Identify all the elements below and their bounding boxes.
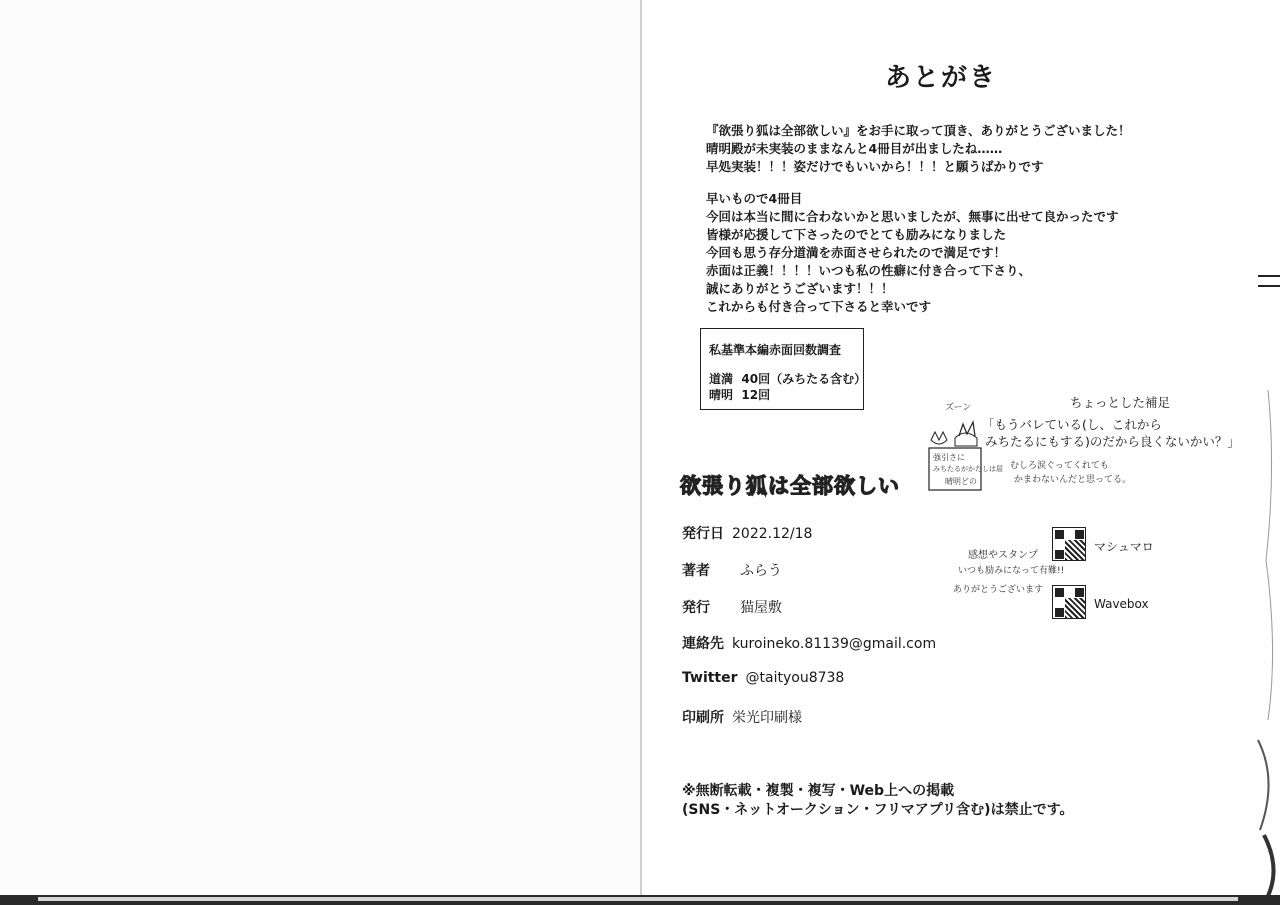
afterword-p1-line2: 晴明殿が未実装のままなんと4冊目が出ましたね……	[706, 141, 1003, 156]
blush-count-survey-box	[700, 328, 867, 410]
colophon-label: 連絡先	[682, 636, 724, 652]
doodle-box-line1: 強引さに	[933, 453, 965, 462]
doodle-box-line3: 晴明どの	[945, 477, 977, 486]
afterword-p2-line7: これからも付き合って下さると幸いです	[706, 299, 932, 314]
colophon-label: 発行	[682, 600, 710, 616]
afterword-title: あとがき	[885, 63, 998, 93]
wavebox-label: Wavebox	[1094, 597, 1149, 611]
colophon-value: 栄光印刷様	[732, 710, 802, 726]
survey-row-value: 12回	[741, 388, 771, 402]
colophon-value: kuroineko.81139@gmail.com	[732, 636, 937, 652]
survey-title: 私基準本編赤面回数調査	[709, 343, 842, 357]
colophon-row	[682, 707, 802, 727]
survey-row-seimei	[709, 386, 770, 403]
afterword-p2-line3: 皆様が応援して下さったのでとても励みになりました	[706, 227, 1007, 242]
colophon-row	[682, 633, 936, 653]
wavebox-qr-code[interactable]	[1052, 585, 1086, 619]
feedback-handwriting-line3: ありがとうございます	[953, 585, 1044, 595]
feedback-handwriting-line1: 感想やスタンプ	[968, 550, 1038, 561]
doodle-caption: ズーン	[945, 403, 972, 413]
supplement-title: ちょっとした補足	[1070, 395, 1171, 410]
afterword-p2-line5: 赤面は正義！！！！いつも私の性癖に付き合って下さり、	[706, 263, 1032, 278]
colophon-label: 印刷所	[682, 710, 724, 726]
doodle-box-line2: みちたるがかたしは屈	[933, 465, 1003, 473]
colophon-value: 2022.12/18	[732, 526, 813, 542]
afterword-p1-line1: 『欲張り狐は全部欲しい』をお手に取って頂き、ありがとうございました！	[706, 123, 1131, 138]
supplement-quote-line1: 「もうバレている(し、これから	[982, 417, 1162, 432]
colophon-row	[682, 597, 782, 617]
marshmallow-qr-code[interactable]	[1052, 527, 1086, 561]
colophon-value: 猫屋敷	[740, 600, 782, 616]
colophon-label: 発行日	[682, 526, 724, 542]
marshmallow-label: マシュマロ	[1094, 540, 1154, 554]
afterword-p2-line6: 誠にありがとうございます！！！	[706, 281, 894, 296]
supplement-handwriting-line2: かまわないんだと思ってる。	[1014, 475, 1132, 485]
reprint-warning-line1: ※無断転載・複製・複写・Web上への掲載	[682, 783, 955, 799]
colophon-row	[682, 670, 844, 686]
book-spine	[640, 0, 642, 905]
next-page-edge	[1238, 0, 1280, 905]
survey-row-domen	[709, 370, 866, 387]
afterword-p2-line2: 今回は本当に間に合わないかと思いましたが、無事に出せて良かったです	[706, 209, 1119, 224]
scan-bottom-edge-highlight	[38, 897, 1238, 901]
survey-row-name: 道満	[709, 372, 734, 386]
book-title: 欲張り狐は全部欲しい	[680, 474, 900, 498]
survey-row-value: 40回（みちたる含む）	[741, 372, 867, 386]
afterword-p2-line4: 今回も思う存分道満を赤面させられたので満足です！	[706, 245, 1007, 260]
colophon-value: ふらう	[740, 563, 782, 579]
supplement-quote-line2: みちたるにもする)のだから良くないかい？」	[985, 434, 1240, 449]
afterword-p2-line1: 早いもので4冊目	[706, 191, 803, 206]
colophon-value: @taityou8738	[745, 670, 845, 686]
colophon-row	[682, 523, 812, 543]
afterword-p1-line3: 早処実装！！！姿だけでもいいから！！！と願うばかりです	[706, 159, 1044, 174]
feedback-handwriting-line2: いつも励みになって有難!!	[958, 566, 1065, 576]
reprint-warning-line2: (SNS・ネットオークション・フリマアプリ含む)は禁止です。	[682, 802, 1074, 818]
colophon-label: 著者	[682, 563, 710, 579]
survey-row-name: 晴明	[709, 388, 734, 402]
supplement-handwriting-line1: むしろ涙ぐってくれても	[1010, 461, 1109, 471]
colophon-label: Twitter	[682, 670, 738, 686]
colophon-row	[682, 560, 782, 580]
